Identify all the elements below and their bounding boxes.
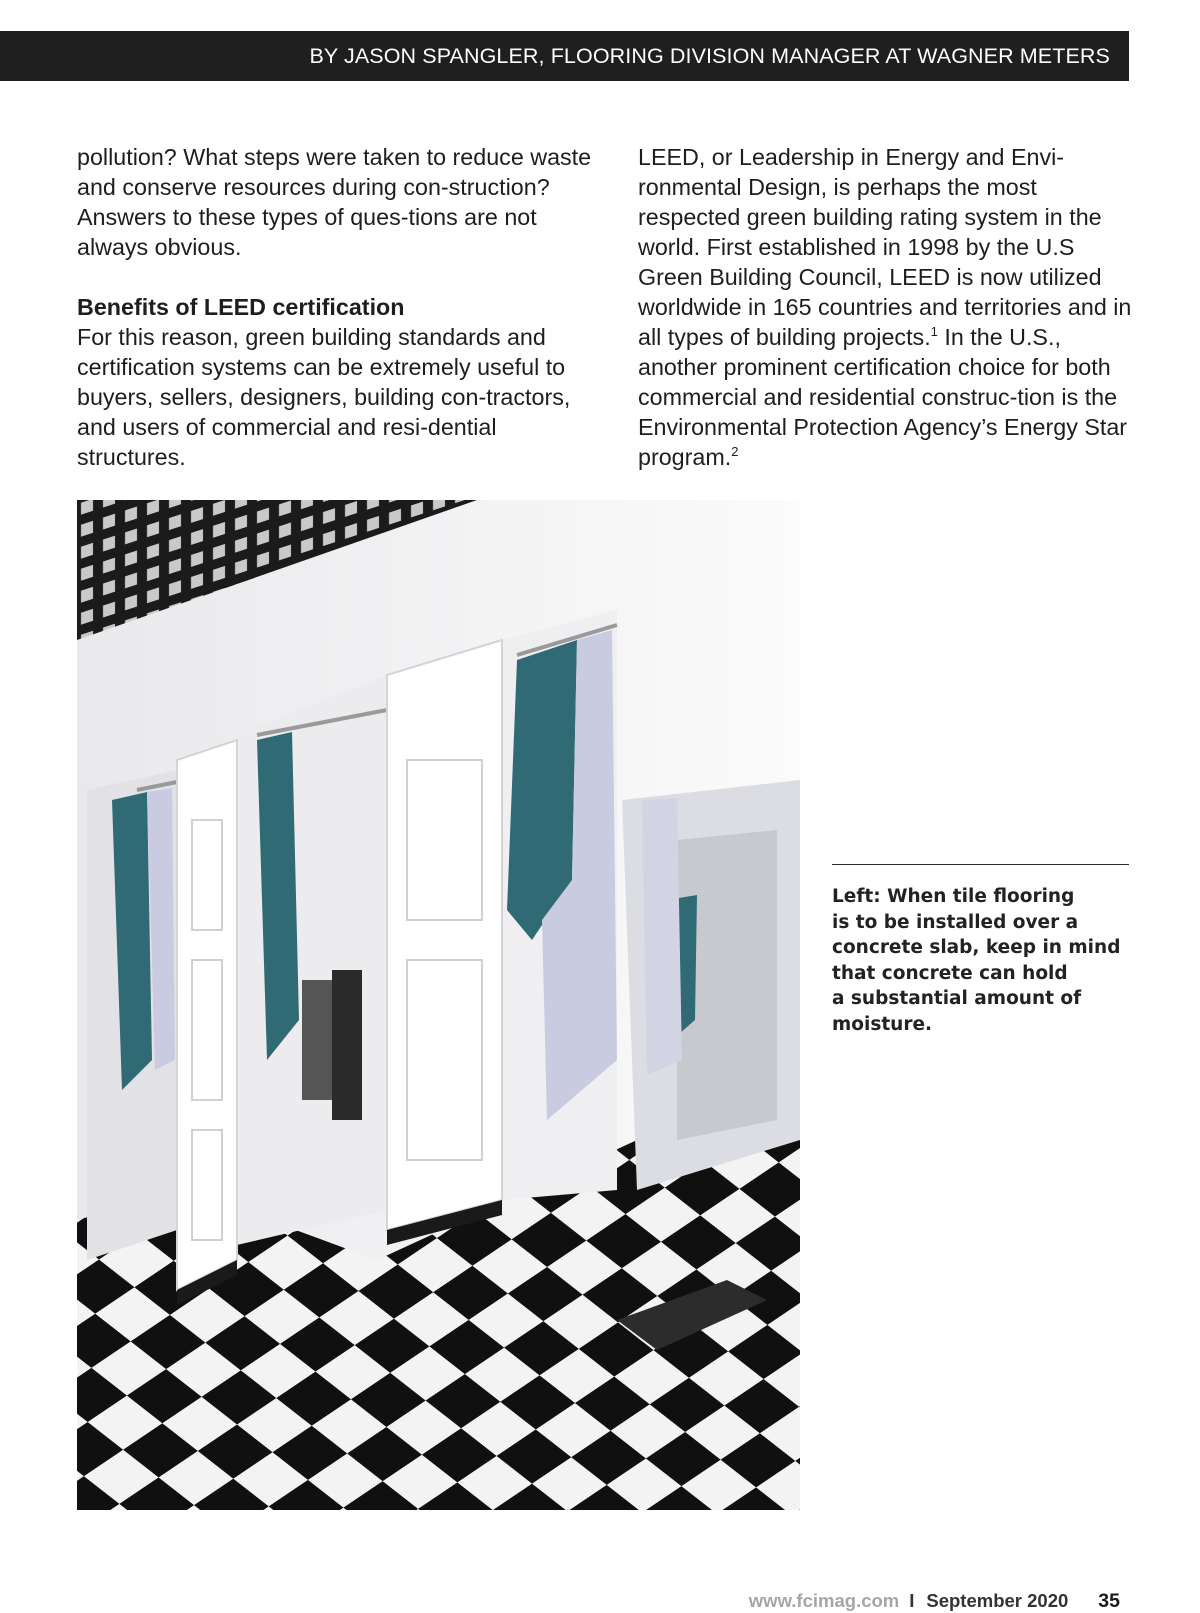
caption-divider bbox=[832, 864, 1129, 865]
footnote-marker-2: 2 bbox=[731, 444, 739, 460]
byline-bar bbox=[0, 31, 1129, 81]
footnote-marker-1: 1 bbox=[930, 324, 938, 340]
intro-paragraph: pollution? What steps were taken to reduce waste and conserve resources during con-struction? Answers to these types of ques-tions are not always obvious. bbox=[77, 144, 592, 260]
byline: BY JASON SPANGLER, FLOORING DIVISION MANAGER AT WAGNER METERS bbox=[309, 43, 1110, 68]
leed-text-part1: LEED, or Leadership in Energy and Envi-ronmental Design, is perhaps the most respected green building rating system in the world. First established in 1998 by the U.S Green Building Council, LEED is now utilized worldwide in 165 countries and territories and in all types of building projects. bbox=[638, 144, 1132, 350]
photo-caption: Left: When tile flooring is to be installed over a concrete slab, keep in mind that concrete can hold a substantial amount of moisture. bbox=[832, 886, 1121, 1035]
footer-date: September 2020 bbox=[926, 1590, 1069, 1611]
footer-url: www.fcimag.com bbox=[748, 1590, 900, 1611]
right-column bbox=[621, 142, 1141, 472]
leed-text-part2: In the U.S., another prominent certification choice for both commercial and residential construc-tion is the Environmental Protection Agency’s Energy Star program. bbox=[638, 324, 1128, 470]
body-paragraph: For this reason, green building standards and certification systems can be extremely useful to buyers, sellers, designers, building con-tractors, and users of commercial and resi-dential structures. bbox=[77, 324, 571, 470]
left-column bbox=[77, 142, 592, 472]
footer-separator: I bbox=[909, 1590, 915, 1611]
page-footer bbox=[749, 1590, 1120, 1613]
fitting-rooms-photo bbox=[77, 500, 800, 1510]
leed-paragraph bbox=[621, 142, 1141, 472]
section-subhead: Benefits of LEED certification bbox=[77, 294, 405, 320]
paragraph-gap bbox=[77, 262, 592, 292]
page-number: 35 bbox=[1098, 1590, 1120, 1612]
